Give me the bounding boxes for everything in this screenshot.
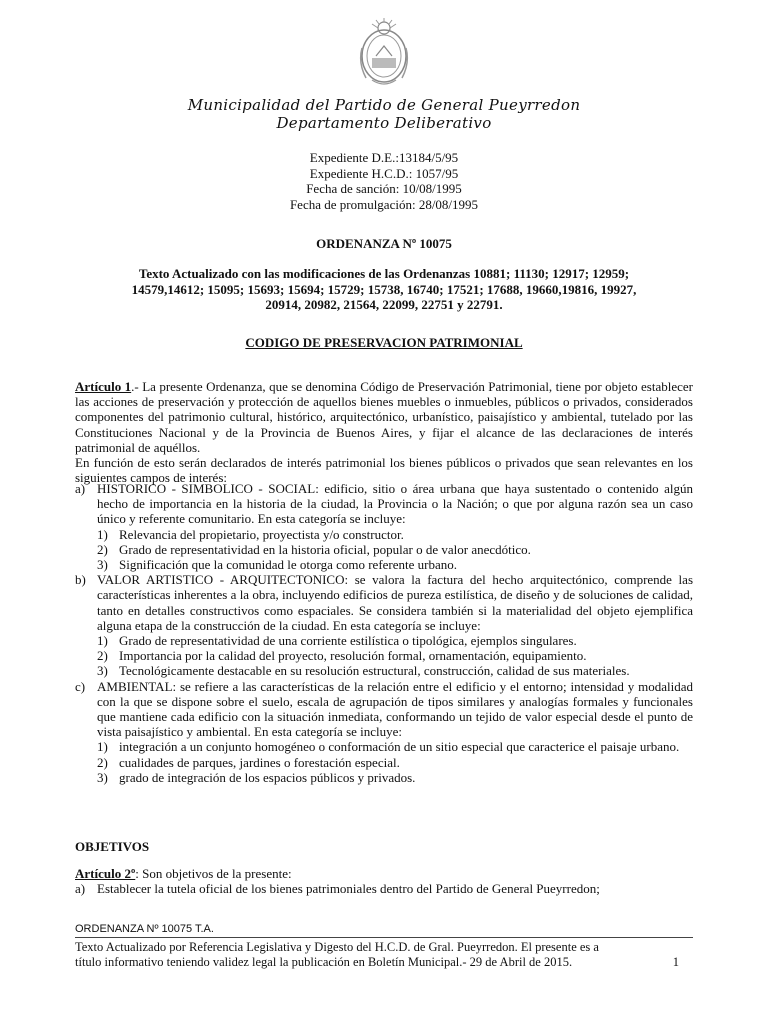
item-text: AMBIENTAL: se refiere a las características de la relación entre el edificio y el entorno; intensidad y modalidad con la que se dispone sobre el suelo, escala de agrupación de tipos similares y analogías formales y funcionales que mantiene cada edificio con la situación inmediata, conformando un tejido de valor especial desde el punto de vista paisajístico y ambiental. En esta categoría se incluye: [97, 678, 693, 740]
sub-number: 3) [97, 769, 108, 785]
objetivos-title: OBJETIVOS [75, 839, 150, 854]
item-letter: c) [75, 678, 86, 694]
sub-text: Significación que la comunidad le otorga como referente urbano. [119, 557, 457, 573]
list-item-c [75, 679, 693, 785]
header-departamento: Departamento Deliberativo [276, 114, 492, 132]
sub-text: cualidades de parques, jardines o forestación especial. [119, 754, 400, 770]
sub-number: 1) [97, 633, 108, 649]
item-text: Establecer la tutela oficial de los bienes patrimoniales dentro del Partido de General Pueyrredon; [97, 881, 600, 897]
sub-text: Grado de representatividad en la historia oficial, popular o de valor anecdótico. [119, 541, 531, 557]
texto-actualizado-line: 20914, 20982, 21564, 22099, 22751 y 22791. [265, 297, 503, 312]
codigo-title: CODIGO DE PRESERVACION PATRIMONIAL [245, 335, 523, 350]
page-number: 1 [672, 955, 679, 969]
coat-of-arms-seal [352, 18, 416, 90]
campos-list [75, 481, 693, 785]
footer-text [75, 940, 693, 970]
list-item-b [75, 572, 693, 678]
sub-number: 2) [97, 541, 108, 557]
sub-number: 3) [97, 663, 108, 679]
meta-block [0, 150, 768, 212]
texto-actualizado-line: 14579,14612; 15095; 15693; 15694; 15729; 15738, 16740; 17521; 17688, 19660,19816, 19927, [131, 281, 637, 297]
header-municipalidad: Municipalidad del Partido de General Pueyrredon [187, 96, 581, 114]
footer-line: Texto Actualizado por Referencia Legislativa y Digesto del H.C.D. de Gral. Pueyrredon. El presente es a [75, 940, 599, 954]
sub-text: Importancia por la calidad del proyecto, resolución formal, ornamentación, equipamiento. [119, 648, 587, 664]
sub-number: 3) [97, 557, 108, 573]
sub-text: Tecnológicamente destacable en su resolución estructural, construcción, calidad de sus materiales. [119, 663, 630, 679]
articulo-2-text: Son objetivos de la presente: [142, 866, 292, 881]
list-item-a [75, 481, 693, 572]
sub-number: 2) [97, 648, 108, 664]
item-letter: a) [75, 881, 86, 897]
footer-ref: ORDENANZA Nº 10075 T.A. [75, 923, 214, 935]
expediente-de: Expediente D.E.:13184/5/95 [309, 150, 459, 165]
sub-text: Grado de representatividad de una corriente estilística o tipológica, ejemplos singulares. [119, 633, 577, 649]
articulo-1-text: La presente Ordenanza, que se denomina Código de Preservación Patrimonial, tiene por objeto establecer las acciones de preservación y protección de aquellos bienes muebles o inmuebles, públicos o privados, considerados componentes del patrimonio cultural, histórico, arquitectónico, urbanístico, paisajístico y ambiental, tutelado por las Constituciones Nacional y de la Provincia de Buenos Aires, y fijar el alcance de las declaraciones de interés patrimonial de aquéllos. [75, 379, 693, 455]
articulo-1-sep: .- [131, 379, 143, 394]
footer-divider [75, 937, 693, 938]
item-letter: a) [75, 481, 86, 496]
articulo-1 [75, 379, 693, 485]
articulo-1-text2: En función de esto serán declarados de interés patrimonial los bienes públicos o privados que sean relevantes en los siguientes campos de interés: [75, 455, 693, 486]
footer-line: título informativo teniendo validez legal la publicación en Boletín Municipal.- 29 de Abril de 2015. [75, 955, 573, 969]
item-letter: b) [75, 572, 86, 588]
sub-text: integración a un conjunto homogéneo o conformación de un sitio especial que caracterice el paisaje urbano. [119, 739, 680, 755]
sub-number: 1) [97, 526, 108, 542]
sub-text: grado de integración de los espacios públicos y privados. [119, 769, 416, 785]
sub-number: 1) [97, 739, 108, 755]
articulo-1-label: Artículo 1 [75, 379, 132, 394]
sub-text: Relevancia del propietario, proyectista y/o constructor. [119, 526, 404, 542]
texto-actualizado [0, 266, 768, 313]
item-text: HISTORICO - SIMBOLICO - SOCIAL: edificio, sitio o área urbana que haya sustentado o contenido algún hecho de importancia en la historia de la ciudad, la Provincia o la Nación; o que por alguna razón sea un caso único y referente comunitario. En esta categoría se incluye: [97, 481, 693, 527]
articulo-2-label: Artículo 2º [75, 866, 136, 881]
expediente-hcd: Expediente H.C.D.: 1057/95 [309, 165, 459, 181]
sub-number: 2) [97, 754, 108, 770]
ordenanza-title: ORDENANZA Nº 10075 [316, 236, 452, 251]
fecha-promulgacion: Fecha de promulgación: 28/08/1995 [289, 196, 479, 212]
item-text: VALOR ARTISTICO - ARQUITECTONICO: se valora la factura del hecho arquitectónico, comprende las características inherentes a la obra, incluyendo edificios de pureza estilística, de diseño y de soluciones de calidad, tanto en detalles constructivos como espaciales. Se considera también si la materialidad del objeto ejemplifica alguna etapa de la construcción de la ciudad. En esta categoría se incluye: [97, 572, 693, 633]
fecha-sancion: Fecha de sanción: 10/08/1995 [306, 181, 462, 196]
texto-actualizado-line: Texto Actualizado con las modificaciones de las Ordenanzas 10881; 11130; 12917; 12959; [138, 266, 630, 281]
articulo-2 [75, 866, 693, 896]
articulo-2-sep: : [135, 866, 143, 881]
